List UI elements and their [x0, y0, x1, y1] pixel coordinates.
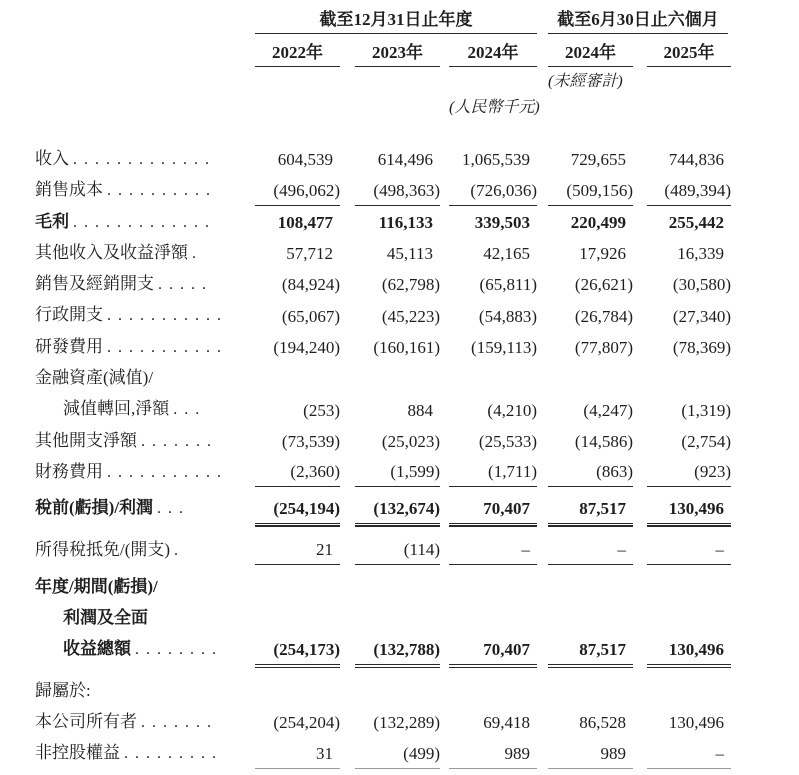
- year-header-2024-interim: 2024年: [537, 41, 633, 67]
- value-cell: [340, 602, 440, 633]
- value-cell: [340, 143, 440, 174]
- year-header-row: [35, 41, 799, 67]
- value-cell: [440, 602, 537, 633]
- cell-value: (26,784): [574, 306, 633, 326]
- table-row: [35, 675, 799, 706]
- value-cell: [440, 633, 537, 664]
- value-cell: [255, 706, 340, 737]
- cell-value: (863): [548, 459, 633, 487]
- row-label: 其他收入及收益淨額: [35, 242, 188, 262]
- column-group-annual: 截至12月31日止年度: [255, 8, 537, 34]
- row-label-cell: [35, 571, 255, 602]
- cell-value: (77,807): [574, 338, 633, 358]
- cell-value: (1,599): [355, 459, 440, 487]
- cell-value: 21: [255, 537, 340, 565]
- row-label-cell: [35, 331, 255, 362]
- cell-value: (1,711): [449, 459, 537, 487]
- value-cell: [633, 425, 731, 456]
- value-cell: [537, 602, 633, 633]
- cell-value: (509,156): [548, 178, 633, 206]
- cell-value: (496,062): [255, 178, 340, 206]
- value-cell: [537, 456, 633, 487]
- value-cell: [633, 706, 731, 737]
- cell-value: (498,363): [355, 178, 440, 206]
- value-cell: [255, 237, 340, 268]
- unaudited-note: (未經審計): [548, 73, 623, 90]
- cell-value: 57,712: [286, 244, 333, 264]
- value-cell: [255, 633, 340, 664]
- year-header-2024: 2024年: [440, 41, 537, 67]
- row-label-cell: [35, 633, 255, 664]
- cell-value: (2,754): [681, 431, 731, 451]
- cell-value: (132,289): [373, 713, 440, 733]
- value-cell: [340, 299, 440, 330]
- row-label-cell: [35, 706, 255, 737]
- dot-leader: . . . . . . . . . .: [107, 182, 212, 200]
- label-column-spacer: [35, 8, 255, 34]
- value-cell: [633, 492, 731, 523]
- value-cell: [440, 299, 537, 330]
- cell-value: (73,539): [281, 431, 340, 451]
- cell-value: 255,442: [668, 212, 724, 232]
- value-cell: [340, 492, 440, 523]
- row-label: 研發費用: [35, 336, 103, 356]
- dot-leader: . . . . .: [158, 276, 208, 294]
- table-row: [35, 393, 799, 424]
- year-header-2023: 2023年: [340, 41, 440, 67]
- value-cell: [255, 268, 340, 299]
- value-cell: [255, 456, 340, 487]
- cell-value: 884: [407, 400, 433, 420]
- row-label: 收益總額: [63, 639, 131, 659]
- cell-value: 989: [548, 741, 633, 769]
- label-column-spacer: [35, 41, 255, 67]
- value-cell: [537, 206, 633, 237]
- cell-value: (65,067): [281, 306, 340, 326]
- value-cell: [440, 362, 537, 393]
- dot-leader: . . .: [157, 500, 185, 518]
- value-cell: [340, 534, 440, 565]
- row-label-cell: [35, 206, 255, 237]
- value-cell: [633, 268, 731, 299]
- value-cell: [537, 425, 633, 456]
- dot-leader: . . .: [173, 401, 201, 419]
- row-label: 稅前(虧損)/利潤: [35, 498, 154, 518]
- cell-value: –: [548, 537, 633, 565]
- value-cell: [340, 675, 440, 706]
- row-label: 行政開支: [35, 305, 103, 325]
- row-label: 其他開支淨額: [35, 430, 137, 450]
- row-label-cell: [35, 174, 255, 205]
- value-cell: [633, 737, 731, 768]
- cell-value: (726,036): [449, 178, 537, 206]
- cell-value: (194,240): [273, 338, 340, 358]
- value-cell: [537, 534, 633, 565]
- value-cell: [440, 492, 537, 523]
- value-cell: [255, 143, 340, 174]
- row-label: 所得稅抵免/(開支): [35, 539, 171, 559]
- row-label-cell: [35, 425, 255, 456]
- cell-value: (132,674): [355, 496, 440, 524]
- value-cell: [440, 534, 537, 565]
- cell-value: 130,496: [647, 496, 731, 524]
- value-cell: [537, 737, 633, 768]
- cell-value: 45,113: [386, 244, 433, 264]
- row-label-cell: [35, 268, 255, 299]
- row-label-cell: [35, 456, 255, 487]
- value-cell: [440, 331, 537, 362]
- value-cell: [537, 492, 633, 523]
- row-label-cell: [35, 362, 255, 393]
- cell-value: 614,496: [377, 150, 433, 170]
- table-row: [35, 268, 799, 299]
- year-header-2025-interim: 2025年: [633, 41, 731, 67]
- value-cell: [340, 331, 440, 362]
- value-cell: [340, 362, 440, 393]
- value-cell: [440, 268, 537, 299]
- table-row: [35, 534, 799, 565]
- row-label-cell: [35, 602, 255, 633]
- value-cell: [537, 393, 633, 424]
- row-label-cell: [35, 492, 255, 523]
- value-cell: [440, 737, 537, 768]
- cell-value: 86,528: [579, 713, 626, 733]
- cell-value: (54,883): [478, 306, 537, 326]
- value-cell: [340, 206, 440, 237]
- cell-value: –: [449, 537, 537, 565]
- value-cell: [255, 602, 340, 633]
- dot-leader: . . . . . . . . . . .: [107, 338, 223, 356]
- value-cell: [633, 299, 731, 330]
- cell-value: (78,369): [672, 338, 731, 358]
- dot-leader: . . . . . . . .: [135, 641, 218, 659]
- dot-leader: . . . . . . . . . . .: [107, 463, 223, 481]
- value-cell: [633, 237, 731, 268]
- value-cell: [340, 571, 440, 602]
- cell-value: 729,655: [570, 150, 626, 170]
- column-group-header-row: [35, 8, 799, 34]
- cell-value: 130,496: [668, 713, 724, 733]
- cell-value: (65,811): [479, 275, 537, 295]
- row-label-cell: [35, 299, 255, 330]
- row-label: 毛利: [35, 211, 69, 231]
- cell-value: (45,223): [381, 306, 440, 326]
- row-label: 銷售成本: [35, 180, 103, 200]
- cell-value: (132,788): [355, 637, 440, 665]
- value-cell: [633, 331, 731, 362]
- cell-value: (159,113): [471, 338, 537, 358]
- value-cell: [255, 425, 340, 456]
- cell-value: (253): [303, 400, 340, 420]
- cell-value: –: [647, 741, 731, 769]
- cell-value: (26,621): [574, 275, 633, 295]
- dot-leader: . . . . . . . . .: [124, 745, 218, 763]
- value-cell: [633, 571, 731, 602]
- unaudited-note-cell: [537, 71, 633, 93]
- row-label: 非控股權益: [35, 743, 120, 763]
- value-cell: [255, 492, 340, 523]
- row-label: 本公司所有者: [35, 712, 137, 732]
- row-label-cell: [35, 143, 255, 174]
- table-row: [35, 492, 799, 523]
- cell-value: (62,798): [381, 275, 440, 295]
- value-cell: [340, 174, 440, 205]
- value-cell: [537, 571, 633, 602]
- value-cell: [633, 534, 731, 565]
- cell-value: 69,418: [483, 713, 530, 733]
- cell-value: (114): [355, 537, 440, 565]
- cell-value: (254,173): [255, 637, 340, 665]
- cell-value: (84,924): [281, 275, 340, 295]
- value-cell: [537, 706, 633, 737]
- row-label: 歸屬於:: [35, 680, 91, 700]
- row-label-cell: [35, 534, 255, 565]
- row-label: 財務費用: [35, 461, 103, 481]
- value-cell: [633, 602, 731, 633]
- value-cell: [440, 706, 537, 737]
- value-cell: [440, 456, 537, 487]
- value-cell: [633, 362, 731, 393]
- value-cell: [255, 393, 340, 424]
- cell-value: 989: [449, 741, 537, 769]
- cell-value: (25,533): [478, 431, 537, 451]
- cell-value: 116,133: [378, 212, 433, 232]
- dot-leader: . . . . . . .: [141, 714, 213, 732]
- table-row: [35, 633, 799, 664]
- table-row: [35, 571, 799, 602]
- cell-value: 1,065,539: [462, 150, 530, 170]
- cell-value: (1,319): [681, 400, 731, 420]
- value-cell: [255, 571, 340, 602]
- cell-value: (499): [355, 741, 440, 769]
- value-cell: [633, 675, 731, 706]
- value-cell: [255, 331, 340, 362]
- value-cell: [255, 362, 340, 393]
- cell-value: (489,394): [647, 178, 731, 206]
- value-cell: [440, 174, 537, 205]
- cell-value: (254,204): [273, 713, 340, 733]
- group-gap: [537, 8, 548, 34]
- unit-note-cell: [440, 97, 540, 119]
- cell-value: 108,477: [277, 212, 333, 232]
- value-cell: [440, 425, 537, 456]
- value-cell: [537, 331, 633, 362]
- value-cell: [340, 456, 440, 487]
- value-cell: [440, 143, 537, 174]
- cell-value: (254,194): [255, 496, 340, 524]
- row-label: 金融資產(減值)/: [35, 368, 154, 388]
- cell-value: (2,360): [255, 459, 340, 487]
- cell-value: (160,161): [373, 338, 440, 358]
- cell-value: 87,517: [548, 637, 633, 665]
- value-cell: [633, 456, 731, 487]
- value-cell: [340, 393, 440, 424]
- cell-value: 130,496: [647, 637, 731, 665]
- table-row: [35, 174, 799, 205]
- cell-value: (27,340): [672, 306, 731, 326]
- dot-leader: . . . . . . . . . . . . .: [73, 151, 211, 168]
- value-cell: [340, 268, 440, 299]
- cell-value: (25,023): [381, 431, 440, 451]
- value-cell: [255, 534, 340, 565]
- value-cell: [537, 299, 633, 330]
- value-cell: [340, 237, 440, 268]
- cell-value: (4,210): [487, 400, 537, 420]
- table-row: [35, 237, 799, 268]
- row-label-cell: [35, 675, 255, 706]
- value-cell: [633, 174, 731, 205]
- dot-leader: . . . . . . .: [141, 432, 213, 450]
- value-cell: [440, 393, 537, 424]
- table-row: [35, 206, 799, 237]
- value-cell: [633, 143, 731, 174]
- cell-value: 87,517: [548, 496, 633, 524]
- table-row: [35, 143, 799, 174]
- value-cell: [537, 675, 633, 706]
- table-row: [35, 456, 799, 487]
- table-row: [35, 362, 799, 393]
- cell-value: (923): [647, 459, 731, 487]
- income-statement-table: [35, 143, 799, 769]
- value-cell: [440, 206, 537, 237]
- value-cell: [255, 737, 340, 768]
- table-row: [35, 331, 799, 362]
- value-cell: [440, 675, 537, 706]
- value-cell: [537, 143, 633, 174]
- table-row: [35, 425, 799, 456]
- value-cell: [633, 393, 731, 424]
- cell-value: 339,503: [474, 212, 530, 232]
- cell-value: 604,539: [277, 150, 333, 170]
- row-label: 利潤及全面: [63, 608, 148, 628]
- cell-value: (4,247): [583, 400, 633, 420]
- cell-value: (14,586): [574, 431, 633, 451]
- row-label-cell: [35, 237, 255, 268]
- value-cell: [340, 633, 440, 664]
- value-cell: [633, 633, 731, 664]
- value-cell: [537, 633, 633, 664]
- cell-value: 744,836: [668, 150, 724, 170]
- unit-note-row: [35, 97, 799, 119]
- cell-value: 70,407: [449, 637, 537, 665]
- cell-value: 220,499: [570, 212, 626, 232]
- cell-value: 31: [255, 741, 340, 769]
- value-cell: [255, 174, 340, 205]
- table-row: [35, 737, 799, 768]
- dot-leader: . . . . . . . . . . . . .: [73, 213, 211, 231]
- value-cell: [340, 706, 440, 737]
- dot-leader: .: [192, 244, 198, 262]
- dot-leader: .: [174, 541, 180, 559]
- value-cell: [537, 268, 633, 299]
- row-label-cell: [35, 737, 255, 768]
- value-cell: [340, 737, 440, 768]
- currency-unit-note: (人民幣千元): [449, 99, 540, 116]
- cell-value: 17,926: [579, 244, 626, 264]
- value-cell: [440, 237, 537, 268]
- row-label: 減值轉回,淨額: [63, 399, 170, 419]
- cell-value: 70,407: [449, 496, 537, 524]
- column-group-interim: 截至6月30日止六個月: [548, 8, 728, 34]
- value-cell: [537, 237, 633, 268]
- value-cell: [255, 675, 340, 706]
- cell-value: 16,339: [677, 244, 724, 264]
- value-cell: [340, 425, 440, 456]
- value-cell: [633, 206, 731, 237]
- row-label: 收入: [35, 149, 69, 168]
- cell-value: (30,580): [672, 275, 731, 295]
- table-row: [35, 299, 799, 330]
- row-label: 年度/期間(虧損)/: [35, 576, 158, 596]
- dot-leader: . . . . . . . . . . .: [107, 307, 223, 325]
- value-cell: [537, 174, 633, 205]
- cell-value: –: [647, 537, 731, 565]
- value-cell: [537, 362, 633, 393]
- value-cell: [255, 206, 340, 237]
- year-header-2022: 2022年: [255, 41, 340, 67]
- cell-value: 42,165: [483, 244, 530, 264]
- unaudited-note-row: [35, 71, 799, 93]
- row-label-cell: [35, 393, 255, 424]
- row-label: 銷售及經銷開支: [35, 274, 154, 294]
- value-cell: [440, 571, 537, 602]
- value-cell: [255, 299, 340, 330]
- table-row: [35, 706, 799, 737]
- table-row: [35, 602, 799, 633]
